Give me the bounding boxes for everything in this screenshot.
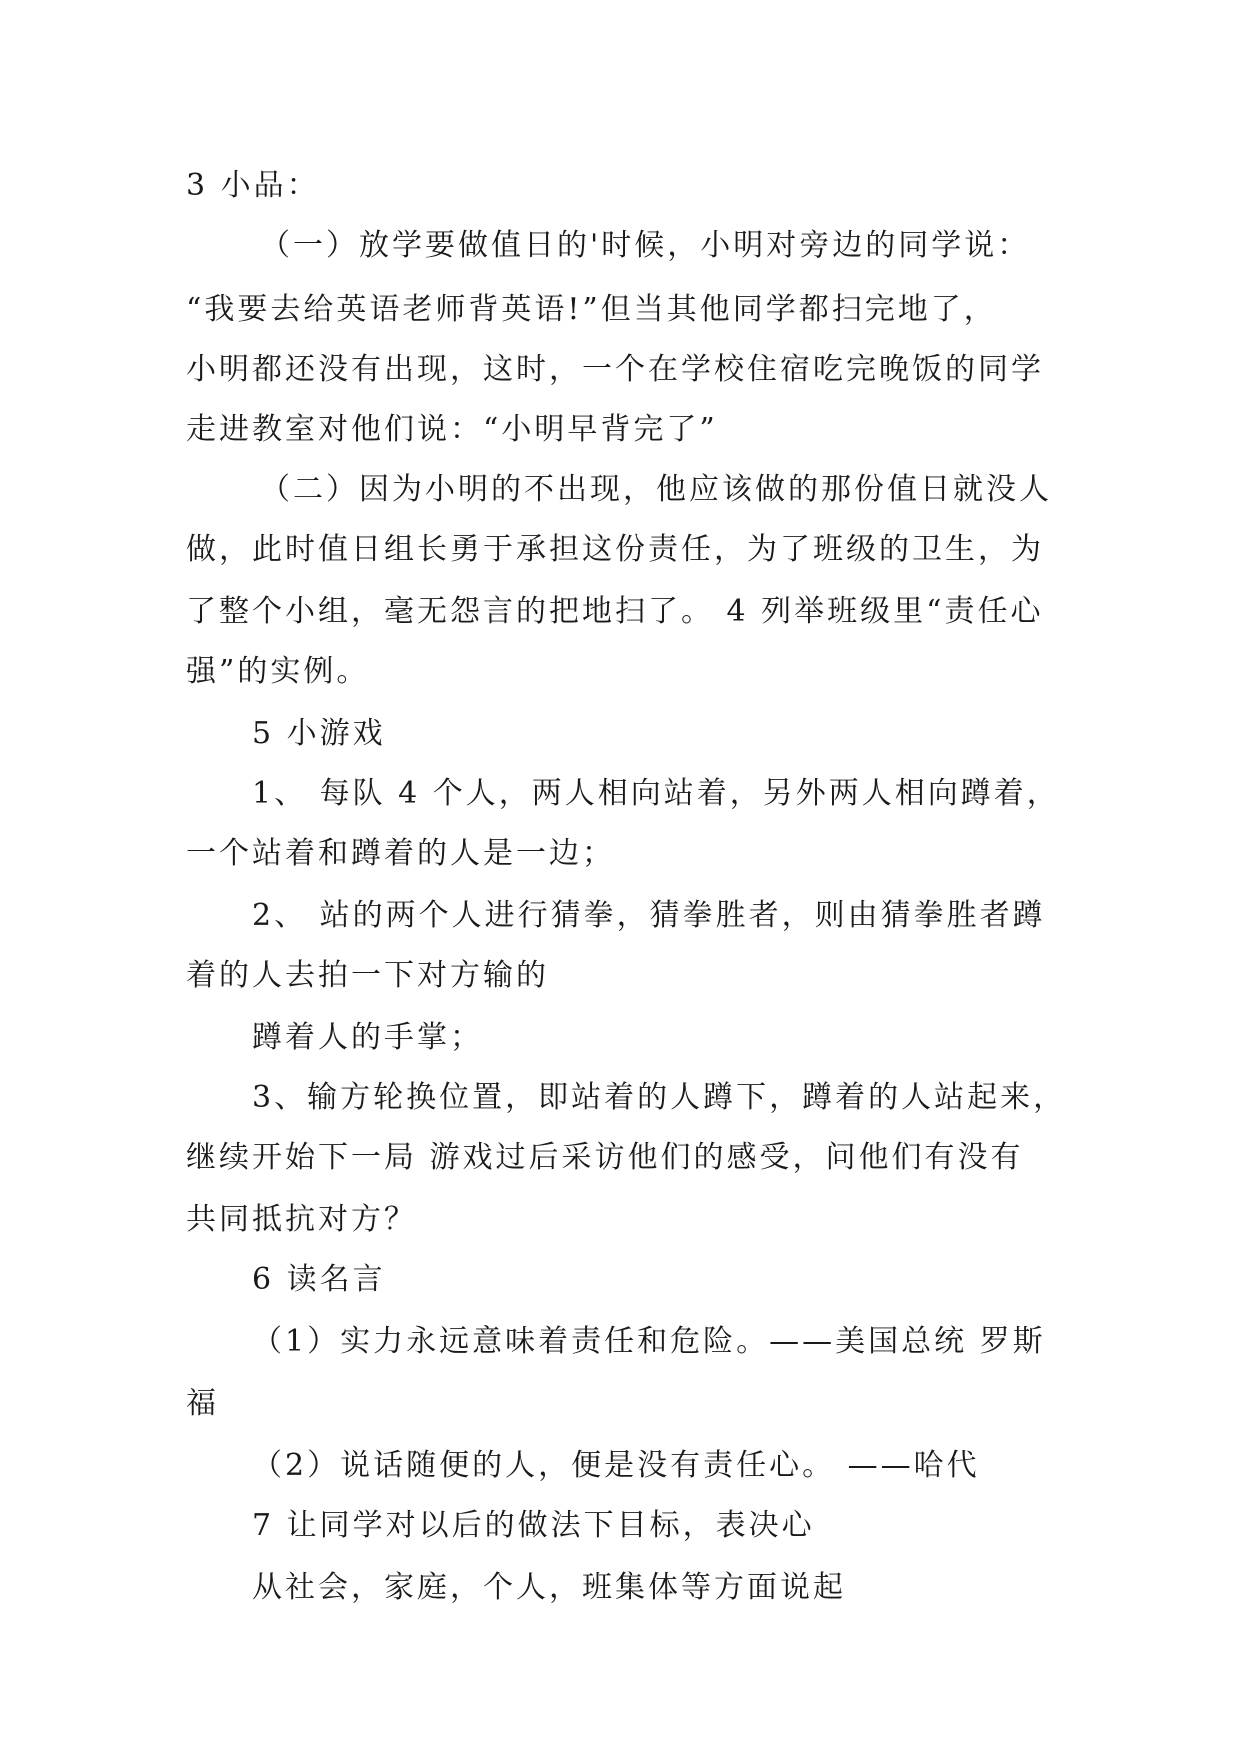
quote-item: （1）实力永远意味着责任和危险。——美国总统 罗斯 — [252, 1324, 1046, 1359]
paragraph-line: （二）因为小明的不出现，他应该做的那份值日就没人 — [260, 472, 1052, 507]
list-item: 3、输方轮换位置，即站着的人蹲下，蹲着的人站起来， — [252, 1080, 1067, 1115]
paragraph-line: 了整个小组，毫无怨言的把地扫了。 4 列举班级里“责任心 — [186, 594, 1044, 629]
section-heading-goals: 7 让同学对以后的做法下目标，表决心 — [252, 1508, 815, 1543]
paragraph-line: 蹲着人的手掌； — [252, 1020, 483, 1055]
paragraph-line: 小明都还没有出现，这时，一个在学校住宿吃完晚饭的同学 — [186, 352, 1044, 387]
paragraph-line: 继续开始下一局 游戏过后采访他们的感受，问他们有没有 — [186, 1140, 1024, 1175]
paragraph-line: 从社会，家庭，个人，班集体等方面说起 — [252, 1570, 846, 1605]
section-heading-skit: 3 小品： — [186, 168, 320, 203]
paragraph-line: （一）放学要做值日的'时候，小明对旁边的同学说： — [260, 228, 1031, 263]
paragraph-line: 做，此时值日组长勇于承担这份责任，为了班级的卫生，为 — [186, 532, 1044, 567]
section-heading-quotes: 6 读名言 — [252, 1262, 386, 1297]
paragraph-line: 一个站着和蹲着的人是一边； — [186, 836, 615, 871]
paragraph-line: 福 — [186, 1386, 219, 1421]
paragraph-line: “我要去给英语老师背英语!”但当其他同学都扫完地了， — [186, 292, 997, 327]
list-item: 1、 每队 4 个人，两人相向站着，另外两人相向蹲着， — [252, 776, 1060, 811]
paragraph-line: 走进教室对他们说：“小明早背完了” — [186, 412, 718, 447]
paragraph-line: 强”的实例。 — [186, 654, 370, 689]
quote-item: （2）说话随便的人，便是没有责任心。 ——哈代 — [252, 1448, 980, 1483]
paragraph-line: 着的人去拍一下对方输的 — [186, 958, 549, 993]
section-heading-game: 5 小游戏 — [252, 716, 386, 751]
paragraph-line: 共同抵抗对方？ — [186, 1202, 417, 1237]
list-item: 2、 站的两个人进行猜拳，猜拳胜者，则由猜拳胜者蹲 — [252, 898, 1046, 933]
